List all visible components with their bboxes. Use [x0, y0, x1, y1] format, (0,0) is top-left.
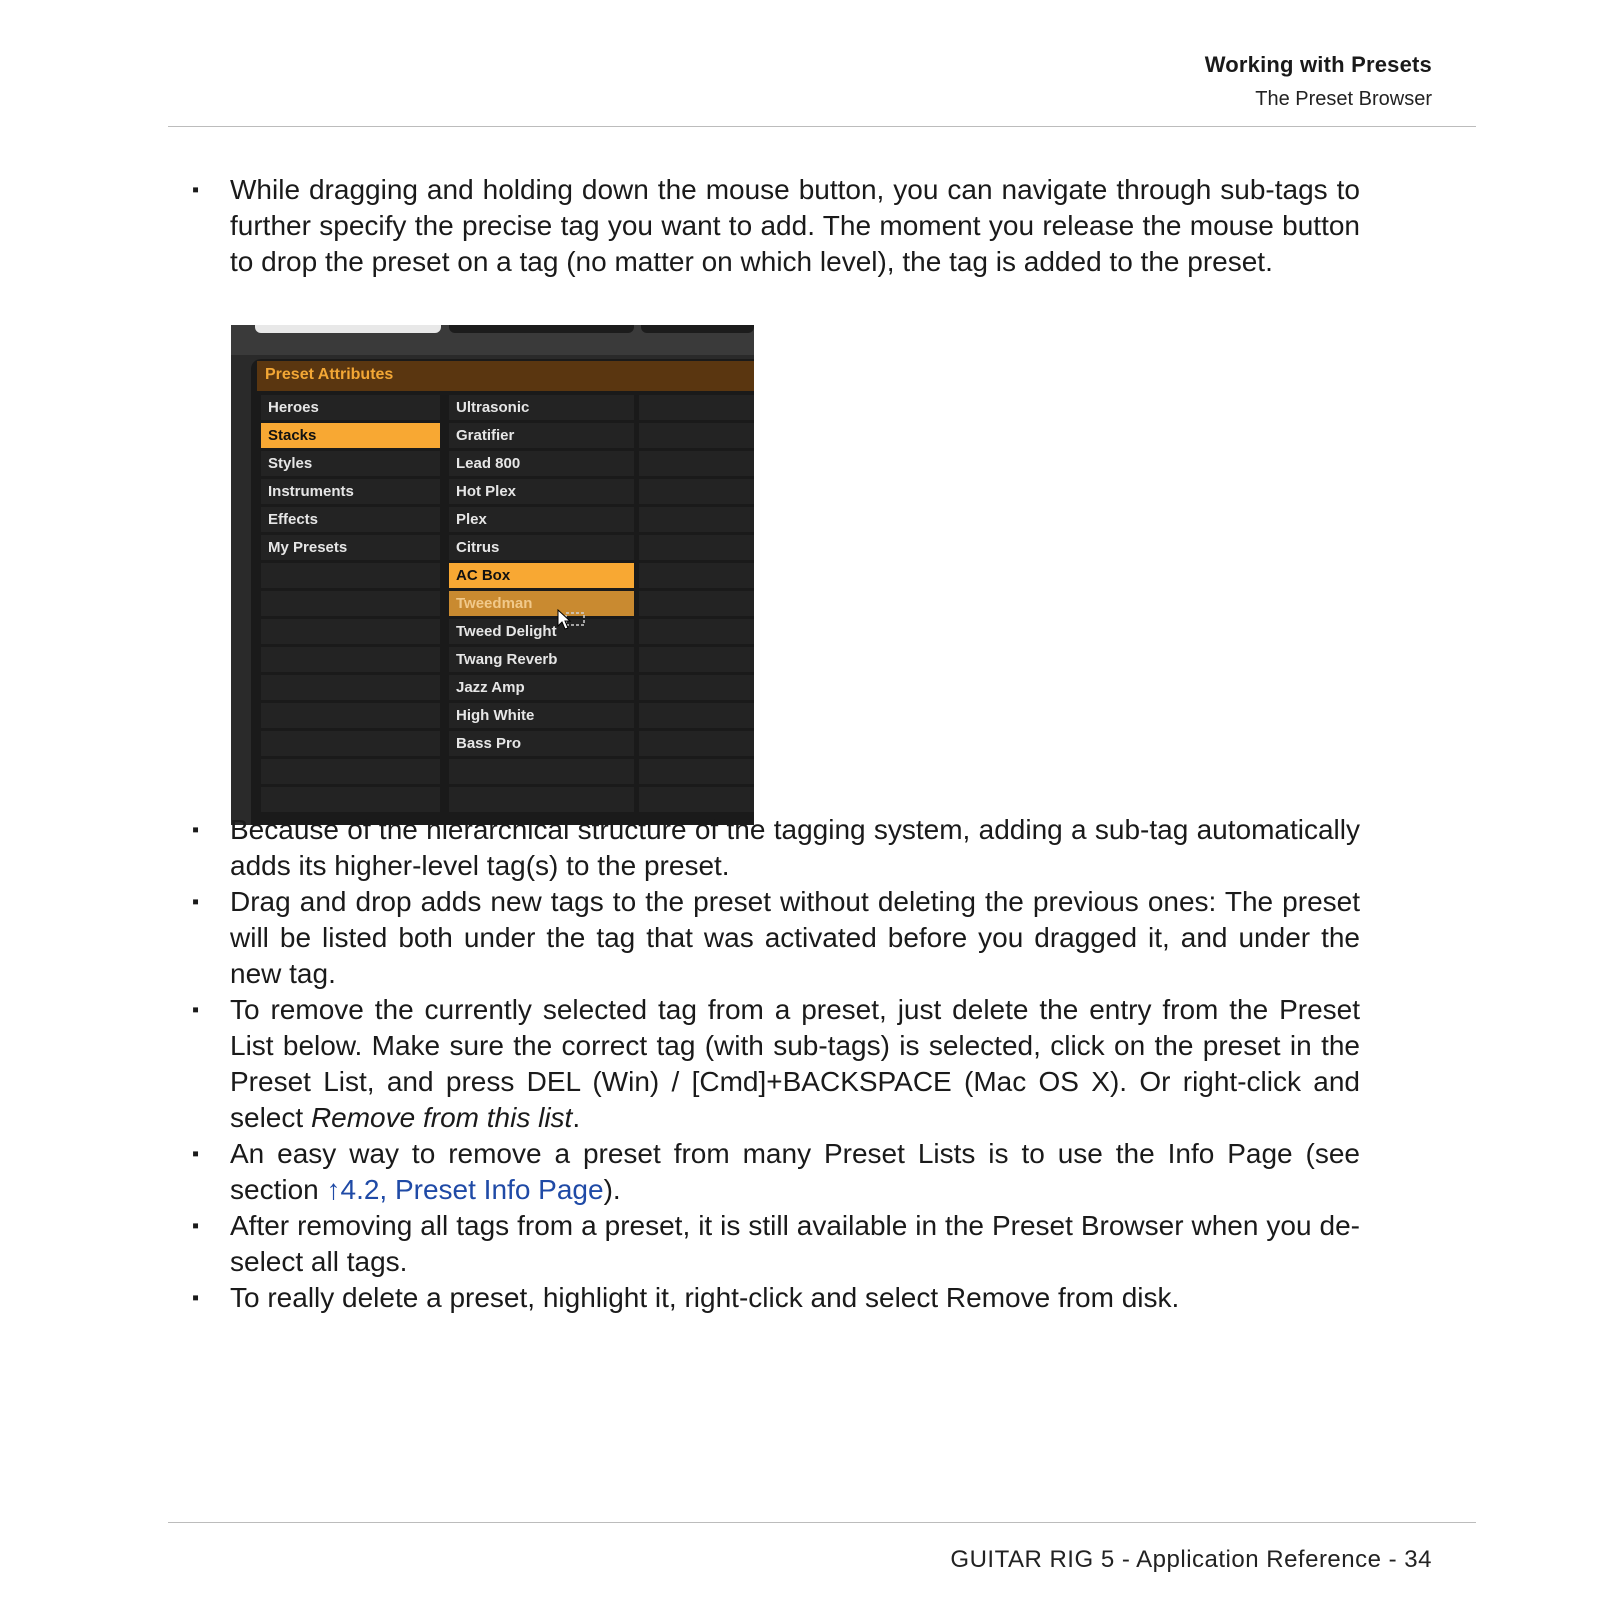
category-item[interactable]: My Presets [261, 535, 440, 560]
category-empty-row [261, 563, 440, 588]
subtag-item[interactable]: Tweed Delight [449, 619, 634, 644]
bullet-text: Drag and drop adds new tags to the preset without deleting the previous ones: The preset will be listed both under the tag that was activated before you dragged it, and under the new tag. [230, 886, 1360, 989]
subtag-empty-row [449, 787, 634, 812]
extra-empty-row [639, 675, 754, 700]
bullet-text: To really delete a preset, highlight it, right-click and select Remove from disk. [230, 1282, 1180, 1313]
subtag-item[interactable]: Citrus [449, 535, 634, 560]
bullet-text: After removing all tags from a preset, it is still available in the Preset Browser when you de-select all tags. [230, 1210, 1360, 1277]
subtag-item[interactable]: Bass Pro [449, 731, 634, 756]
bullet-marker: ▪ [192, 179, 200, 201]
footer-rule [168, 1522, 1476, 1523]
category-column [261, 395, 440, 815]
extra-empty-row [639, 507, 754, 532]
bullet-marker: ▪ [192, 1287, 200, 1309]
extra-empty-row [639, 619, 754, 644]
subtag-item[interactable]: Lead 800 [449, 451, 634, 476]
bullet-text: Because of the hierarchical structure of the tagging system, adding a sub-tag automatically adds its higher-level tag(s) to the preset. [230, 814, 1360, 881]
subtag-item[interactable]: Hot Plex [449, 479, 634, 504]
running-header [1205, 52, 1432, 111]
subtag-empty-row [449, 759, 634, 784]
section-link[interactable]: ↑4.2, Preset Info Page [326, 1174, 604, 1205]
bullet-marker: ▪ [192, 891, 200, 913]
subtag-item[interactable]: High White [449, 703, 634, 728]
category-empty-row [261, 619, 440, 644]
drag-cursor-icon [556, 609, 586, 631]
bullet-item [190, 812, 1360, 884]
header-rule [168, 126, 1476, 127]
bullet-list-bottom [190, 812, 1360, 1316]
subtag-item[interactable]: Twang Reverb [449, 647, 634, 672]
extra-empty-row [639, 395, 754, 420]
extra-empty-row [639, 591, 754, 616]
category-empty-row [261, 759, 440, 784]
category-empty-row [261, 591, 440, 616]
chapter-title: Working with Presets [1204, 52, 1432, 77]
extra-empty-row [639, 703, 754, 728]
bullet-text: An easy way to remove a preset from many Preset Lists is to use the Info Page (see section [230, 1138, 1360, 1205]
attributes-title: Preset Attributes [265, 366, 394, 383]
screenshot-tab [449, 325, 634, 333]
extra-empty-row [639, 423, 754, 448]
extra-empty-row [639, 759, 754, 784]
subtag-item[interactable]: AC Box [449, 563, 634, 588]
bullet-item [190, 992, 1360, 1136]
category-empty-row [261, 731, 440, 756]
subtag-item[interactable]: Plex [449, 507, 634, 532]
bullet-marker: ▪ [192, 1215, 200, 1237]
bullet-text: While dragging and holding down the mouse button, you can navigate through sub-tags to further specify the precise tag you want to add. The moment you release the mouse button to drop the preset on a tag (no matter on which level), the tag is added to the preset. [230, 174, 1360, 277]
bullet-text: To remove the currently selected tag from a preset, just delete the entry from the Preset List below. Make sure the correct tag (with sub-tags) is selected, click on the preset in the Preset List, and press DEL (Win) / [Cmd]+BACKSPACE (Mac OS X). Or right-click and select [230, 994, 1360, 1133]
extra-empty-row [639, 563, 754, 588]
subtag-item[interactable]: Jazz Amp [449, 675, 634, 700]
extra-empty-row [639, 647, 754, 672]
extra-empty-row [639, 479, 754, 504]
extra-empty-row [639, 535, 754, 560]
bullet-list-top [190, 172, 1360, 280]
bullet-marker: ▪ [192, 1143, 200, 1165]
screenshot-tab [255, 325, 441, 333]
bullet-item [190, 1208, 1360, 1280]
bullet-marker: ▪ [192, 819, 200, 841]
category-item[interactable]: Styles [261, 451, 440, 476]
category-empty-row [261, 703, 440, 728]
bullet-text-end: . [572, 1102, 581, 1133]
category-empty-row [261, 787, 440, 812]
subtag-item[interactable]: Tweedman [449, 591, 634, 616]
preset-attributes-screenshot [231, 325, 754, 825]
bullet-text-end: ). [603, 1174, 621, 1205]
bullet-item [190, 1280, 1360, 1316]
extra-empty-row [639, 731, 754, 756]
section-title: The Preset Browser [1255, 88, 1432, 110]
category-item[interactable]: Stacks [261, 423, 440, 448]
menu-command-text: Remove from this list [310, 1102, 573, 1133]
empty-column [639, 395, 754, 815]
extra-empty-row [639, 787, 754, 812]
page-footer: GUITAR RIG 5 - Application Reference - 34 [950, 1546, 1432, 1573]
bullet-marker: ▪ [192, 999, 200, 1021]
category-item[interactable]: Effects [261, 507, 440, 532]
category-item[interactable]: Instruments [261, 479, 440, 504]
category-empty-row [261, 647, 440, 672]
subtag-column [449, 395, 634, 815]
category-item[interactable]: Heroes [261, 395, 440, 420]
subtag-item[interactable]: Ultrasonic [449, 395, 634, 420]
subtag-item[interactable]: Gratifier [449, 423, 634, 448]
screenshot-tab [641, 325, 754, 333]
bullet-item [190, 172, 1360, 280]
bullet-item [190, 1136, 1360, 1208]
category-empty-row [261, 675, 440, 700]
bullet-item [190, 884, 1360, 992]
extra-empty-row [639, 451, 754, 476]
